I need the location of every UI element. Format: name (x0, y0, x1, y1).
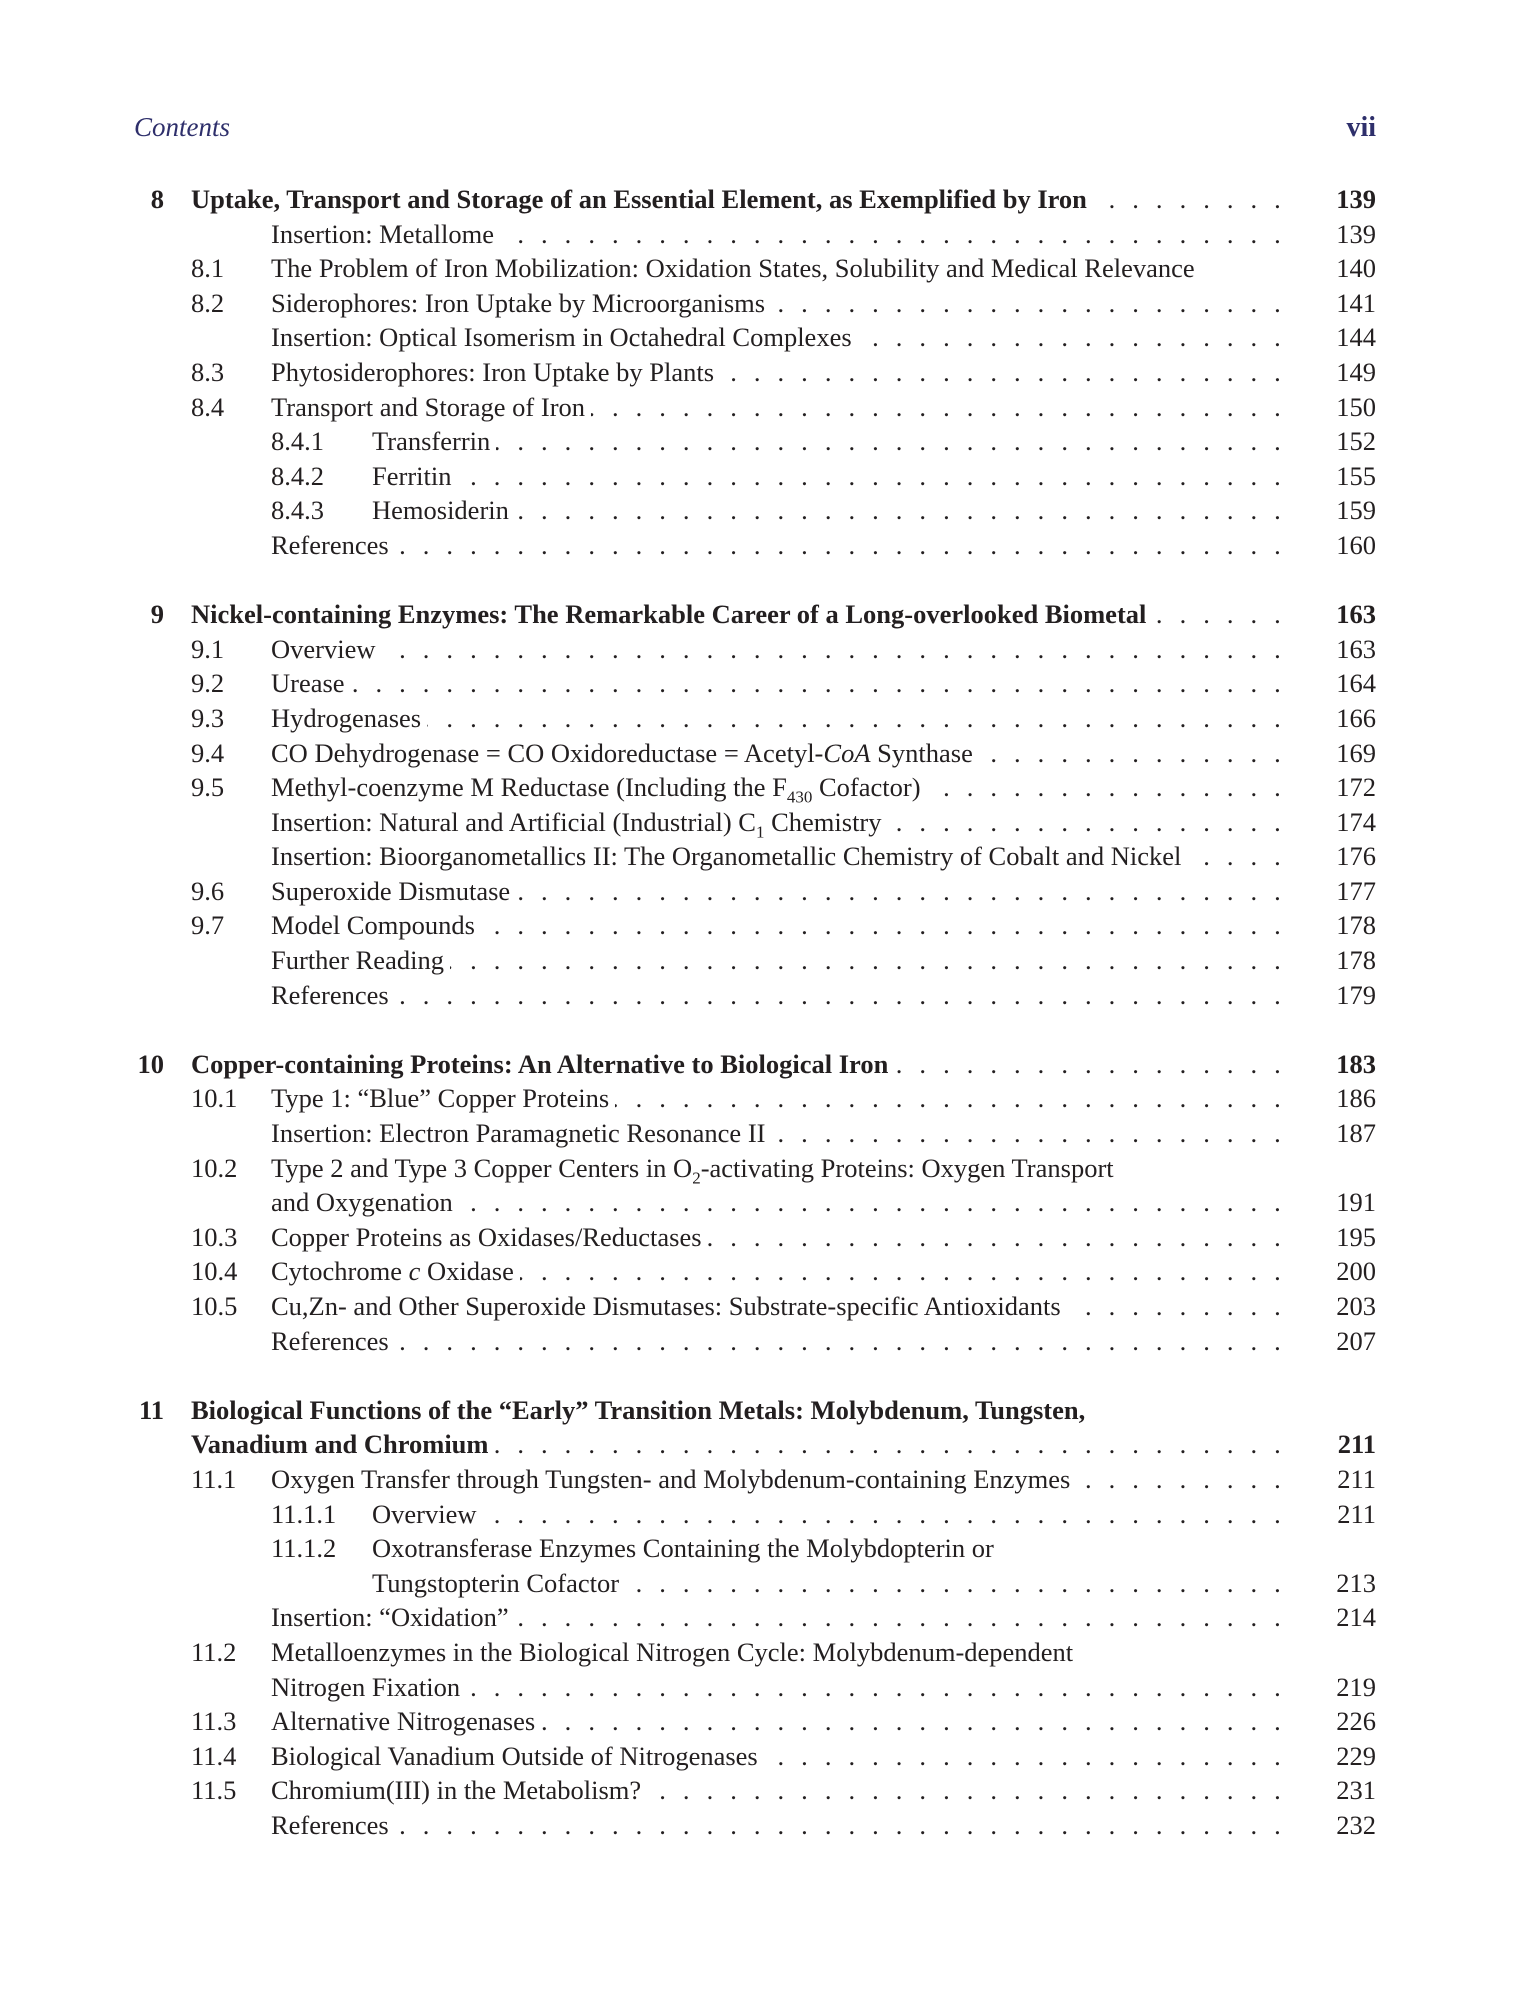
toc-entry-continued (134, 1185, 1376, 1220)
section-number: 10.3 (191, 1221, 238, 1252)
entry-page: 144 (1336, 322, 1376, 353)
entry-title: Phytosiderophores: Iron Uptake by Plants . . . (271, 355, 1286, 390)
toc-entry (134, 355, 1376, 390)
entry-page: 229 (1336, 1740, 1376, 1771)
toc-entry (134, 1635, 1376, 1670)
section-number: 9.4 (191, 737, 225, 768)
entry-title: Insertion: Optical Isomerism in Octahedral Complexes . . . (271, 320, 1286, 355)
chapter-page: 211 (1337, 1429, 1376, 1460)
section-number: 9.6 (191, 875, 225, 906)
entry-page: 140 (1336, 253, 1376, 284)
entry-page: 178 (1336, 945, 1376, 976)
toc-entry (134, 320, 1376, 355)
subsection-number: 8.4.1 (271, 426, 324, 457)
entry-title: Oxygen Transfer through Tungsten- and Molybdenum-containing Enzymes . . . (271, 1462, 1286, 1497)
toc-entry (134, 805, 1376, 840)
entry-title: Transferrin . . . (372, 424, 1286, 459)
entry-page: 149 (1336, 356, 1376, 387)
entry-page: 219 (1336, 1671, 1376, 1702)
toc-entry (134, 251, 1376, 286)
toc-entry (134, 1462, 1376, 1497)
entry-page: 164 (1336, 668, 1376, 699)
toc-entry (134, 217, 1376, 252)
entry-page: 207 (1336, 1325, 1376, 1356)
toc-entry (134, 874, 1376, 909)
subsection-number: 11.1.2 (271, 1533, 337, 1564)
running-header-title: Contents (134, 112, 231, 142)
entry-page: 172 (1336, 772, 1376, 803)
toc-entry (134, 1220, 1376, 1255)
toc-entry (134, 286, 1376, 321)
entry-title: CO Dehydrogenase = CO Oxidoreductase = Acetyl-CoA Synthase . . . (271, 736, 1286, 771)
toc-entry (134, 1289, 1376, 1324)
entry-page: 139 (1336, 218, 1376, 249)
toc-entry (134, 1808, 1376, 1843)
entry-title: Type 2 and Type 3 Copper Centers in $O_2$-activating Proteins: Oxygen Transport (271, 1152, 1114, 1186)
entry-page: 186 (1336, 1083, 1376, 1114)
entry-page: 159 (1336, 495, 1376, 526)
entry-title: Hemosiderin . . . (372, 493, 1286, 528)
toc-entry (134, 978, 1376, 1013)
subsection-number: 8.4.3 (271, 495, 324, 526)
toc-entry (134, 770, 1376, 805)
entry-page: 187 (1336, 1118, 1376, 1149)
chapter-number: 8 (150, 184, 164, 214)
section-number: 10.1 (191, 1083, 238, 1114)
entry-title: Chromium(III) in the Metabolism? . . . (271, 1773, 1286, 1808)
toc-entry (134, 1600, 1376, 1635)
entry-title: Ferritin . . . (372, 459, 1286, 494)
entry-page: 191 (1336, 1187, 1376, 1218)
section-number: 10.4 (191, 1256, 238, 1287)
toc-entry-continued (134, 1670, 1376, 1705)
toc-entry (134, 1739, 1376, 1774)
toc-entry (134, 459, 1376, 494)
toc-entry (134, 1704, 1376, 1739)
toc-entry (134, 1531, 1376, 1566)
subsection-number: 11.1.1 (271, 1498, 337, 1529)
entry-page: 203 (1336, 1291, 1376, 1321)
entry-title: Urease . . . (271, 666, 1286, 701)
entry-page: 176 (1336, 841, 1376, 872)
entry-title: Insertion: Metallome . . . (271, 217, 1286, 252)
entry-page: 231 (1336, 1775, 1376, 1806)
entry-page: 177 (1336, 875, 1376, 906)
entry-page: 178 (1336, 910, 1376, 941)
entry-title: Oxotransferase Enzymes Containing the Molybdopterin or (372, 1533, 994, 1564)
entry-page: 211 (1337, 1463, 1376, 1494)
entry-title: Hydrogenases . . . (271, 701, 1286, 736)
entry-title: References . . . (271, 528, 1286, 563)
section-number: 10.5 (191, 1291, 238, 1321)
entry-title: Copper Proteins as Oxidases/Reductases . . . (271, 1220, 1286, 1255)
entry-page: 155 (1336, 460, 1376, 491)
chapter-title: Biological Functions of the “Early” Transition Metals: Molybdenum, Tungsten, (191, 1394, 1086, 1425)
chapter-title: Nickel-containing Enzymes: The Remarkable Career of a Long-overlooked Biometal . . . (191, 597, 1286, 632)
entry-title: Alternative Nitrogenases . . . (271, 1704, 1286, 1739)
entry-title: Insertion: Natural and Artificial (Industrial) $C_1$ Chemistry . . . (271, 805, 1286, 840)
entry-title: Type 1: “Blue” Copper Proteins . . . (271, 1081, 1286, 1116)
entry-page: 160 (1336, 529, 1376, 560)
entry-title: and Oxygenation . . . (271, 1185, 1286, 1220)
toc-entry (134, 1324, 1376, 1359)
chapter-title: Uptake, Transport and Storage of an Essential Element, as Exemplified by Iron . . . (191, 182, 1286, 217)
chapter-10-entry (134, 1047, 1376, 1082)
chapter-title: Vanadium and Chromium . . . (191, 1427, 1286, 1462)
entry-page: 169 (1336, 737, 1376, 768)
entry-page: 150 (1336, 391, 1376, 422)
entry-page: 174 (1336, 806, 1376, 837)
entry-title: The Problem of Iron Mobilization: Oxidation States, Solubility and Medical Relevance (271, 253, 1195, 284)
table-of-contents (134, 182, 1376, 1843)
toc-entry (134, 908, 1376, 943)
toc-entry (134, 1254, 1376, 1289)
section-number: 8.3 (191, 356, 225, 387)
toc-entry (134, 1081, 1376, 1116)
toc-entry (134, 528, 1376, 563)
entry-title: References . . . (271, 1808, 1286, 1843)
chapter-page: 139 (1336, 184, 1376, 214)
section-number: 11.4 (191, 1740, 237, 1771)
section-number: 9.5 (191, 772, 225, 803)
entry-title: Nitrogen Fixation . . . (271, 1670, 1286, 1705)
section-number: 8.1 (191, 253, 225, 284)
running-header (134, 112, 1376, 148)
chapter-11-entry-continued (134, 1427, 1376, 1462)
toc-entry (134, 1151, 1376, 1186)
entry-title: Overview . . . (372, 1497, 1286, 1532)
chapter-11-entry (134, 1393, 1376, 1428)
section-number: 9.7 (191, 910, 225, 941)
entry-title: Tungstopterin Cofactor . . . (372, 1566, 1286, 1601)
toc-entry (134, 736, 1376, 771)
entry-page: 232 (1336, 1809, 1376, 1840)
entry-page: 200 (1336, 1256, 1376, 1287)
chapter-title: Copper-containing Proteins: An Alternative to Biological Iron . . . (191, 1047, 1286, 1082)
section-number: 9.3 (191, 702, 225, 733)
entry-page: 166 (1336, 702, 1376, 733)
chapter-page: 163 (1336, 599, 1376, 630)
entry-title: Model Compounds . . . (271, 908, 1286, 943)
entry-page: 179 (1336, 979, 1376, 1010)
section-number: 10.2 (191, 1152, 238, 1183)
entry-title: Transport and Storage of Iron . . . (271, 390, 1286, 425)
entry-page: 214 (1336, 1602, 1376, 1633)
entry-title: Siderophores: Iron Uptake by Microorganisms . . . (271, 286, 1286, 321)
section-number: 9.1 (191, 633, 225, 664)
chapter-number: 11 (138, 1394, 164, 1425)
section-number: 8.2 (191, 287, 225, 318)
entry-title: Biological Vanadium Outside of Nitrogenases . . . (271, 1739, 1286, 1774)
toc-entry (134, 1497, 1376, 1532)
toc-entry (134, 390, 1376, 425)
entry-title: Insertion: Electron Paramagnetic Resonance II . . . (271, 1116, 1286, 1151)
section-number: 11.3 (191, 1706, 237, 1737)
toc-entry (134, 493, 1376, 528)
entry-page: 152 (1336, 426, 1376, 457)
chapter-number: 9 (150, 599, 164, 630)
toc-entry (134, 1116, 1376, 1151)
toc-entry (134, 666, 1376, 701)
toc-entry (134, 701, 1376, 736)
entry-title: Metalloenzymes in the Biological Nitrogen Cycle: Molybdenum-dependent (271, 1636, 1074, 1667)
entry-title: References . . . (271, 978, 1286, 1013)
entry-title: Insertion: “Oxidation” . . . (271, 1600, 1286, 1635)
toc-entry (134, 424, 1376, 459)
entry-title: Insertion: Bioorganometallics II: The Organometallic Chemistry of Cobalt and Nickel . . . (271, 839, 1286, 874)
chapter-8-entry (134, 182, 1376, 217)
toc-entry (134, 1773, 1376, 1808)
page-number: vii (1346, 112, 1376, 143)
section-number: 11.2 (191, 1636, 237, 1667)
entry-page: 226 (1336, 1706, 1376, 1737)
subsection-number: 8.4.2 (271, 460, 324, 491)
entry-title: Overview . . . (271, 632, 1286, 667)
section-number: 11.1 (191, 1463, 237, 1494)
entry-page: 163 (1336, 633, 1376, 664)
entry-page: 195 (1336, 1221, 1376, 1252)
entry-title: Cytochrome c Oxidase . . . (271, 1254, 1286, 1289)
toc-entry-continued (134, 1566, 1376, 1601)
entry-title: Further Reading . . . (271, 943, 1286, 978)
entry-page: 141 (1336, 287, 1376, 318)
chapter-number: 10 (137, 1048, 164, 1079)
chapter-page: 183 (1336, 1048, 1376, 1079)
toc-entry (134, 632, 1376, 667)
chapter-9-entry (134, 597, 1376, 632)
entry-title: References . . . (271, 1324, 1286, 1359)
toc-entry (134, 839, 1376, 874)
section-number: 9.2 (191, 668, 225, 699)
entry-page: 211 (1337, 1498, 1376, 1529)
section-number: 8.4 (191, 391, 225, 422)
entry-title: Methyl-coenzyme M Reductase (Including the $F_{430}$ Cofactor) . . . (271, 770, 1286, 805)
toc-entry (134, 943, 1376, 978)
entry-title: Cu,Zn- and Other Superoxide Dismutases: Substrate-specific Antioxidants . . . (271, 1289, 1286, 1324)
entry-page: 213 (1336, 1567, 1376, 1598)
section-number: 11.5 (191, 1775, 237, 1806)
entry-title: Superoxide Dismutase . . . (271, 874, 1286, 909)
